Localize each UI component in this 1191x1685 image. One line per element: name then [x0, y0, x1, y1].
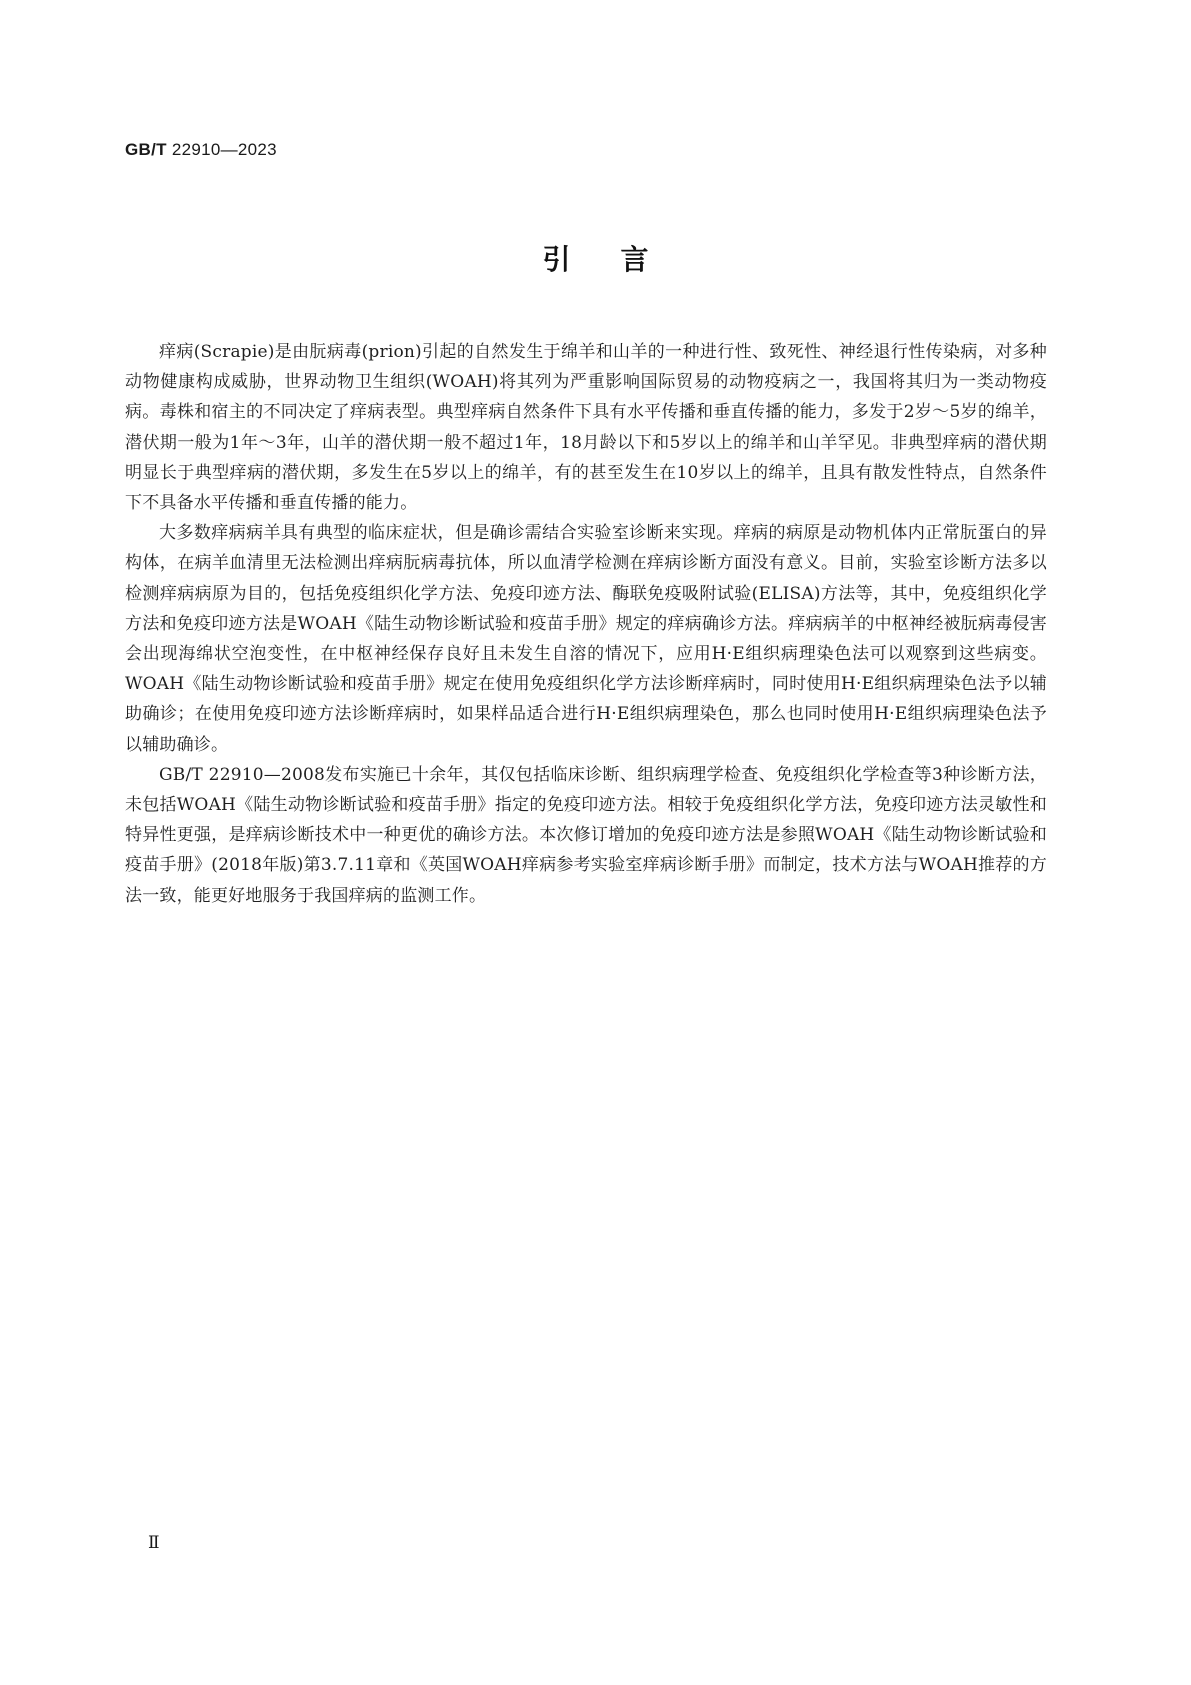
page-title: 引言 [542, 243, 699, 276]
paragraph-2: 大多数痒病病羊具有典型的临床症状，但是确诊需结合实验室诊断来实现。痒病的病原是动物机体内正常朊蛋白的异构体，在病羊血清里无法检测出痒病朊病毒抗体，所以血清学检测在痒病诊断方面没有意义。目前，实验室诊断方法多以检测痒病病原为目的，包括免疫组织化学方法、免疫印迹方法、酶联免疫吸附试验(ELISA)方法等，其中，免疫组织化学方法和免疫印迹方法是WOAH《陆生动物诊断试验和疫苗手册》规定的痒病确诊方法。痒病病羊的中枢神经被朊病毒侵害会出现海绵状空泡变性，在中枢神经保存良好且未发生自溶的情况下，应用H·E组织病理染色法可以观察到这些病变。WOAH《陆生动物诊断试验和疫苗手册》规定在使用免疫组织化学方法诊断痒病时，同时使用H·E组织病理染色法予以辅助确诊；在使用免疫印迹方法诊断痒病时，如果样品适合进行H·E组织病理染色，那么也同时使用H·E组织病理染色法予以辅助确诊。 [125, 523, 1047, 755]
standard-prefix: GB/T [125, 140, 167, 159]
paragraph-3: GB/T 22910—2008发布实施已十余年，其仅包括临床诊断、组织病理学检查、免疫组织化学检查等3种诊断方法，未包括WOAH《陆生动物诊断试验和疫苗手册》指定的免疫印迹方法。相较于免疫组织化学方法，免疫印迹方法灵敏性和特异性更强，是痒病诊断技术中一种更优的确诊方法。本次修订增加的免疫印迹方法是参照WOAH《陆生动物诊断试验和疫苗手册》(2018年版)第3.7.11章和《英国WOAH痒病参考实验室痒病诊断手册》而制定，技术方法与WOAH推荐的方法一致，能更好地服务于我国痒病的监测工作。 [125, 764, 1047, 906]
standard-code-header [125, 140, 277, 160]
body-content [125, 337, 1047, 911]
page-number: Ⅱ [148, 1533, 160, 1553]
standard-number: 22910—2023 [171, 140, 277, 159]
paragraph-1: 痒病(Scrapie)是由朊病毒(prion)引起的自然发生于绵羊和山羊的一种进行性、致死性、神经退行性传染病，对多种动物健康构成威胁，世界动物卫生组织(WOAH)将其列为严重影响国际贸易的动物疫病之一，我国将其归为一类动物疫病。毒株和宿主的不同决定了痒病表型。典型痒病自然条件下具有水平传播和垂直传播的能力，多发于2岁～5岁的绵羊，潜伏期一般为1年～3年，山羊的潜伏期一般不超过1年，18月龄以下和5岁以上的绵羊和山羊罕见。非典型痒病的潜伏期明显长于典型痒病的潜伏期，多发生在5岁以上的绵羊，有的甚至发生在10岁以上的绵羊，且具有散发性特点，自然条件下不具备水平传播和垂直传播的能力。 [125, 342, 1047, 514]
